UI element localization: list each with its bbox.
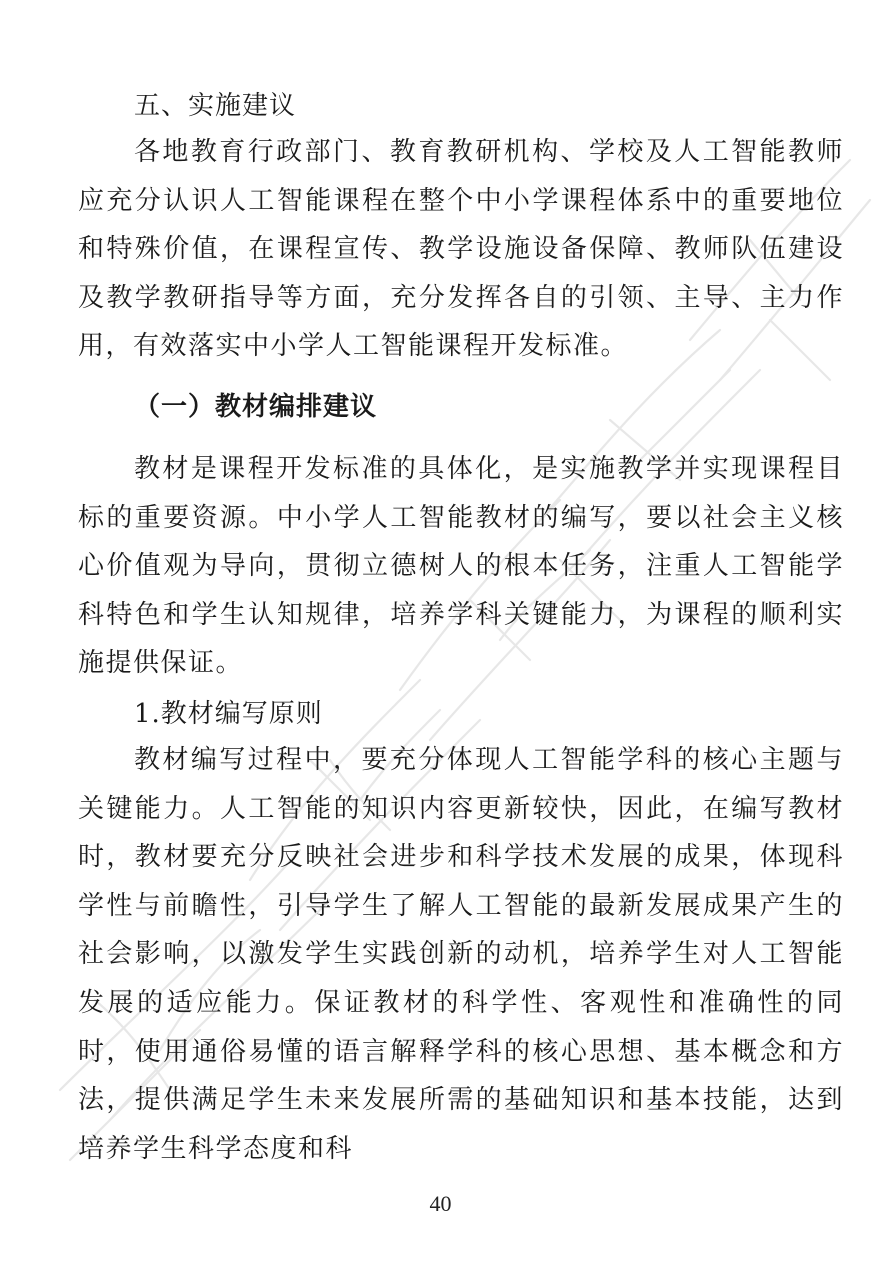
paragraph-writing-principles: 教材编写过程中，要充分体现人工智能学科的核心主题与关键能力。人工智能的知识内容更新较快，因此，在编写教材时，教材要充分反映社会进步和科学技术发展的成果，体现科学性与前瞻性，引导学生了解人工智能的最新发展成果产生的社会影响，以激发学生实践创新的动机，培养学生对人工智能发展的适应能力。保证教材的科学性、客观性和准确性的同时，使用通俗易懂的语言解释学科的核心思想、基本概念和方法，提供满足学生未来发展所需的基础知识和基本技能，达到培养学生科学态度和科: [78, 744, 844, 1164]
paragraph-implementation: 各地教育行政部门、教育教研机构、学校及人工智能教师应充分认识人工智能课程在整个中小学课程体系中的重要地位和特殊价值，在课程宣传、教学设施设备保障、教师队伍建设及教学教研指导等方面，充分发挥各自的引领、主导、主力作用，有效落实中小学人工智能课程开发标准。: [78, 137, 844, 362]
document-body: [78, 84, 844, 1173]
subsection-heading-textbook-arrangement: （一）教材编排建议: [134, 391, 378, 422]
paragraph-textbook-arrangement: 教材是课程开发标准的具体化，是实施教学并实现课程目标的重要资源。中小学人工智能教材的编写，要以社会主义核心价值观为导向，贯彻立德树人的根本任务，注重人工智能学科特色和学生认知规律，培养学科关键能力，为课程的顺利实施提供保证。: [78, 453, 844, 679]
subsection-heading-writing-principles: 1.教材编写原则: [134, 698, 323, 729]
section-heading-implementation: 五、实施建议: [134, 91, 297, 121]
page-number: 40: [429, 1191, 452, 1216]
